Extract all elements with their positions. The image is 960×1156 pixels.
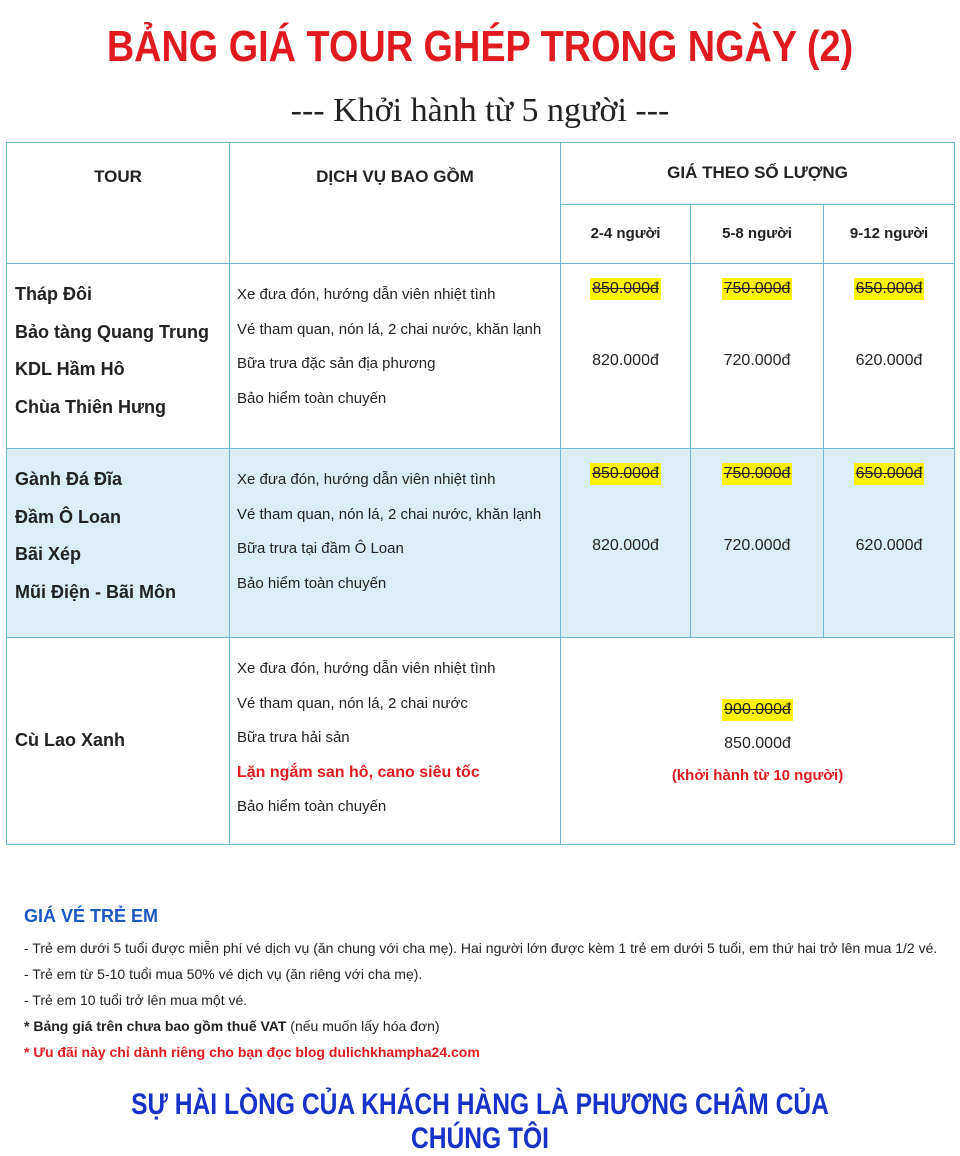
service-item: Bữa trưa đặc sản địa phương [237, 355, 436, 372]
departure-note: (khởi hành từ 10 người) [671, 766, 844, 784]
tour-name: Đầm Ô Loan [15, 506, 122, 527]
service-item: Bữa trưa hải sản [237, 729, 350, 746]
new-price: 820.000đ [592, 537, 659, 554]
price-cell [691, 264, 824, 449]
price-table [6, 142, 955, 845]
tour-cell [7, 638, 230, 845]
page-subtitle: --- Khởi hành từ 5 người --- [290, 92, 670, 129]
new-price: 620.000đ [855, 352, 923, 369]
old-price: 750.000đ [722, 278, 793, 300]
new-price: 720.000đ [723, 352, 791, 369]
old-price: 900.000đ [722, 699, 793, 721]
old-price: 750.000đ [722, 463, 793, 485]
tour-name: Mũi Điện - Bãi Môn [15, 581, 176, 602]
children-rule: - Trẻ em 10 tuổi trở lên mua một vé. [24, 992, 248, 1008]
service-item: Xe đưa đón, hướng dẫn viên nhiệt tình [237, 471, 496, 488]
services-cell [230, 638, 561, 845]
offer-note: * Ưu đãi này chỉ dành riêng cho bạn đọc blog dulichkhampha24.com [24, 1044, 480, 1060]
tour-name: Bãi Xép [15, 544, 82, 564]
price-cell [824, 264, 955, 449]
table-row [7, 449, 955, 638]
price-cell [691, 449, 824, 638]
header-tour: TOUR [7, 143, 230, 264]
tour-name: KDL Hầm Hô [15, 359, 125, 379]
services-cell [230, 449, 561, 638]
service-item: Bảo hiểm toàn chuyến [237, 574, 387, 592]
header-price: GIÁ THEO SỐ LƯỢNG [561, 143, 955, 205]
new-price: 620.000đ [855, 537, 923, 554]
children-rule: - Trẻ em dưới 5 tuổi được miễn phí vé dịch vụ (ăn chung với cha mẹ). Hai người lớn được kèm 1 trẻ em dưới 5 tuổi, em thứ hai trở lên mua 1/2 vé. [24, 940, 938, 956]
service-item: Xe đưa đón, hướng dẫn viên nhiệt tình [237, 660, 496, 677]
new-price: 850.000đ [724, 734, 791, 752]
children-title: GIÁ VÉ TRẺ EM [24, 906, 159, 926]
header-group-1: 2-4 người [561, 204, 691, 263]
children-pricing [24, 906, 954, 1065]
header-services: DỊCH VỤ BAO GỒM [230, 143, 561, 264]
tour-cell [7, 264, 230, 449]
old-price: 650.000đ [854, 463, 925, 485]
header-group-2: 5-8 người [691, 204, 824, 263]
service-item: Vé tham quan, nón lá, 2 chai nước, khăn lạnh [237, 505, 542, 523]
old-price: 850.000đ [590, 463, 661, 485]
new-price: 720.000đ [723, 537, 791, 554]
page-title: BẢNG GIÁ TOUR GHÉP TRONG NGÀY (2) [106, 22, 854, 71]
vat-note-rest: (nếu muốn lấy hóa đơn) [286, 1018, 440, 1034]
vat-note-bold: * Bảng giá trên chưa bao gồm thuế VAT [24, 1018, 287, 1034]
service-item: Xe đưa đón, hướng dẫn viên nhiệt tình [237, 286, 496, 303]
price-cell [561, 449, 691, 638]
services-cell [230, 264, 561, 449]
old-price: 650.000đ [854, 278, 925, 300]
tour-name: Chùa Thiên Hưng [15, 396, 167, 417]
price-cell [824, 449, 955, 638]
service-item: Vé tham quan, nón lá, 2 chai nước [237, 694, 468, 712]
service-item: Bữa trưa tại đầm Ô Loan [237, 540, 404, 557]
service-item: Vé tham quan, nón lá, 2 chai nước, khăn lạnh [237, 320, 542, 338]
new-price: 820.000đ [592, 352, 659, 369]
tour-cell [7, 449, 230, 638]
table-row [7, 638, 955, 845]
service-item: Bảo hiểm toàn chuyến [237, 389, 387, 407]
tour-name: Tháp Đôi [15, 284, 92, 304]
header-group-3: 9-12 người [824, 204, 955, 263]
children-rule: - Trẻ em từ 5-10 tuổi mua 50% vé dịch vụ (ăn riêng với cha mẹ). [24, 966, 423, 982]
tour-name: Gành Đá Đĩa [15, 469, 123, 489]
service-item: Bảo hiểm toàn chuyến [237, 798, 387, 815]
vat-note [24, 1013, 954, 1039]
tour-name: Bảo tàng Quang Trung [15, 321, 209, 342]
old-price: 850.000đ [590, 278, 661, 300]
price-cell-merged [561, 638, 955, 845]
table-row [7, 264, 955, 449]
tour-name: Cù Lao Xanh [15, 730, 126, 751]
service-item-highlight: Lặn ngắm san hô, cano siêu tốc [237, 763, 480, 781]
price-cell [561, 264, 691, 449]
footer-slogan: SỰ HÀI LÒNG CỦA KHÁCH HÀNG LÀ PHƯƠNG CHÂM CỦA CHÚNG TÔI [131, 1088, 829, 1155]
